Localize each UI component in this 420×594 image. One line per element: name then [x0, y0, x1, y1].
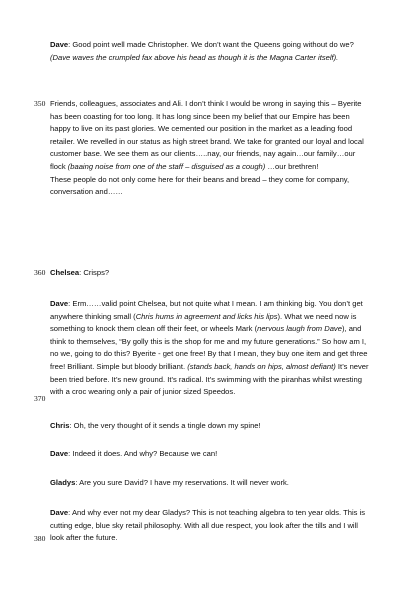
- dialogue-line: [50, 98, 372, 174]
- dialogue-line: These people do not only come here for their beans and bread – they come for company, conversation and……: [50, 174, 350, 197]
- dialogue-text: : And why ever not my dear Gladys? This is not teaching algebra to ten year olds. This is cutting edge, blue sky retail philosophy. With all due respect, you look after the tills and I will look after the future.: [50, 508, 366, 543]
- dialogue-dave-4: [50, 507, 372, 545]
- dialogue-chelsea: [50, 267, 372, 280]
- dialogue-line: [50, 267, 372, 280]
- line-number: 350: [34, 99, 46, 108]
- dialogue-text: Friends, colleagues, associates and Ali. I don’t think I would be wrong in saying this – Byerite has been coasting for too long. It has long since been my belief that our Empire has been happy to live on its past glories. We cemented our position in the market as a leading food retailer. We revelled in our status as high street brand. We take for granted our loyal and local customer base. We see them as our clients…..nay, our friends, nay again…our family…our flock: [50, 99, 364, 171]
- dialogue-text: : Indeed it does. And why? Because we can!: [68, 449, 218, 458]
- stage-direction: (Dave waves the crumpled fax above his head as though it is the Magna Carter itself).: [50, 52, 339, 62]
- dialogue-line: [50, 420, 372, 433]
- dialogue-line: [50, 507, 372, 545]
- dialogue-text: …our brethren!: [265, 161, 319, 171]
- dialogue-line: [50, 448, 372, 461]
- dialogue-line: [50, 39, 372, 52]
- speaker-name: Dave: [50, 449, 69, 458]
- dialogue-chris: [50, 420, 372, 433]
- dialogue-text: ), and think to themselves, “By golly this is the shop for me and my future generations.” So how am I, no we, going to do this? Byerite - get one free! By that I mean, they buy one item and get three free! Brilliant. Simple but bloody brilliant.: [50, 324, 368, 371]
- dialogue-text: : Good point well made Christopher. We don’t want the Queens going without do we?: [68, 40, 354, 49]
- dialogue-text: It’s never been tried before. It’s new ground. It’s radical. It’s swimming with the piranhas whilst wresting with a croc wearing only a pair of junior sized Speedos.: [50, 361, 369, 397]
- dialogue-line: [50, 477, 372, 490]
- line-number: 370: [34, 394, 46, 403]
- dialogue-dave-speech: [50, 98, 372, 199]
- dialogue-text: : Crisps?: [79, 268, 110, 277]
- line-number: 380: [34, 534, 46, 543]
- dialogue-gladys: [50, 477, 372, 490]
- stage-direction: Chris hums in agreement and licks his lips: [135, 311, 278, 321]
- speaker-name: Dave: [50, 299, 69, 308]
- dialogue-text: : Are you sure David? I have my reservations. It will never work.: [75, 478, 289, 487]
- speaker-name: Dave: [50, 40, 69, 49]
- dialogue-dave-2: [50, 298, 372, 399]
- dialogue-dave-3: [50, 448, 372, 461]
- dialogue-text: : Erm……valid point Chelsea, but not quite what I mean. I am thinking big. You don’t get anywhere thinking small (: [50, 299, 363, 321]
- stage-direction: (stands back, hands on hips, almost defiant): [187, 361, 336, 371]
- dialogue-text: : Oh, the very thought of it sends a tingle down my spine!: [69, 421, 261, 430]
- dialogue-text: ). What we need now is something to knock them clean off their feet, or wheels Mark (: [50, 311, 357, 334]
- speaker-name: Chelsea: [50, 268, 80, 277]
- dialogue-dave-1: [50, 39, 372, 64]
- speaker-name: Dave: [50, 508, 69, 517]
- speaker-name: Gladys: [50, 478, 76, 487]
- stage-direction: (baaing noise from one of the staff – disguised as a cough): [67, 161, 266, 171]
- line-number: 360: [34, 268, 46, 277]
- stage-direction: nervous laugh from Dave: [257, 324, 342, 334]
- speaker-name: Chris: [50, 421, 70, 430]
- dialogue-line: [50, 298, 372, 399]
